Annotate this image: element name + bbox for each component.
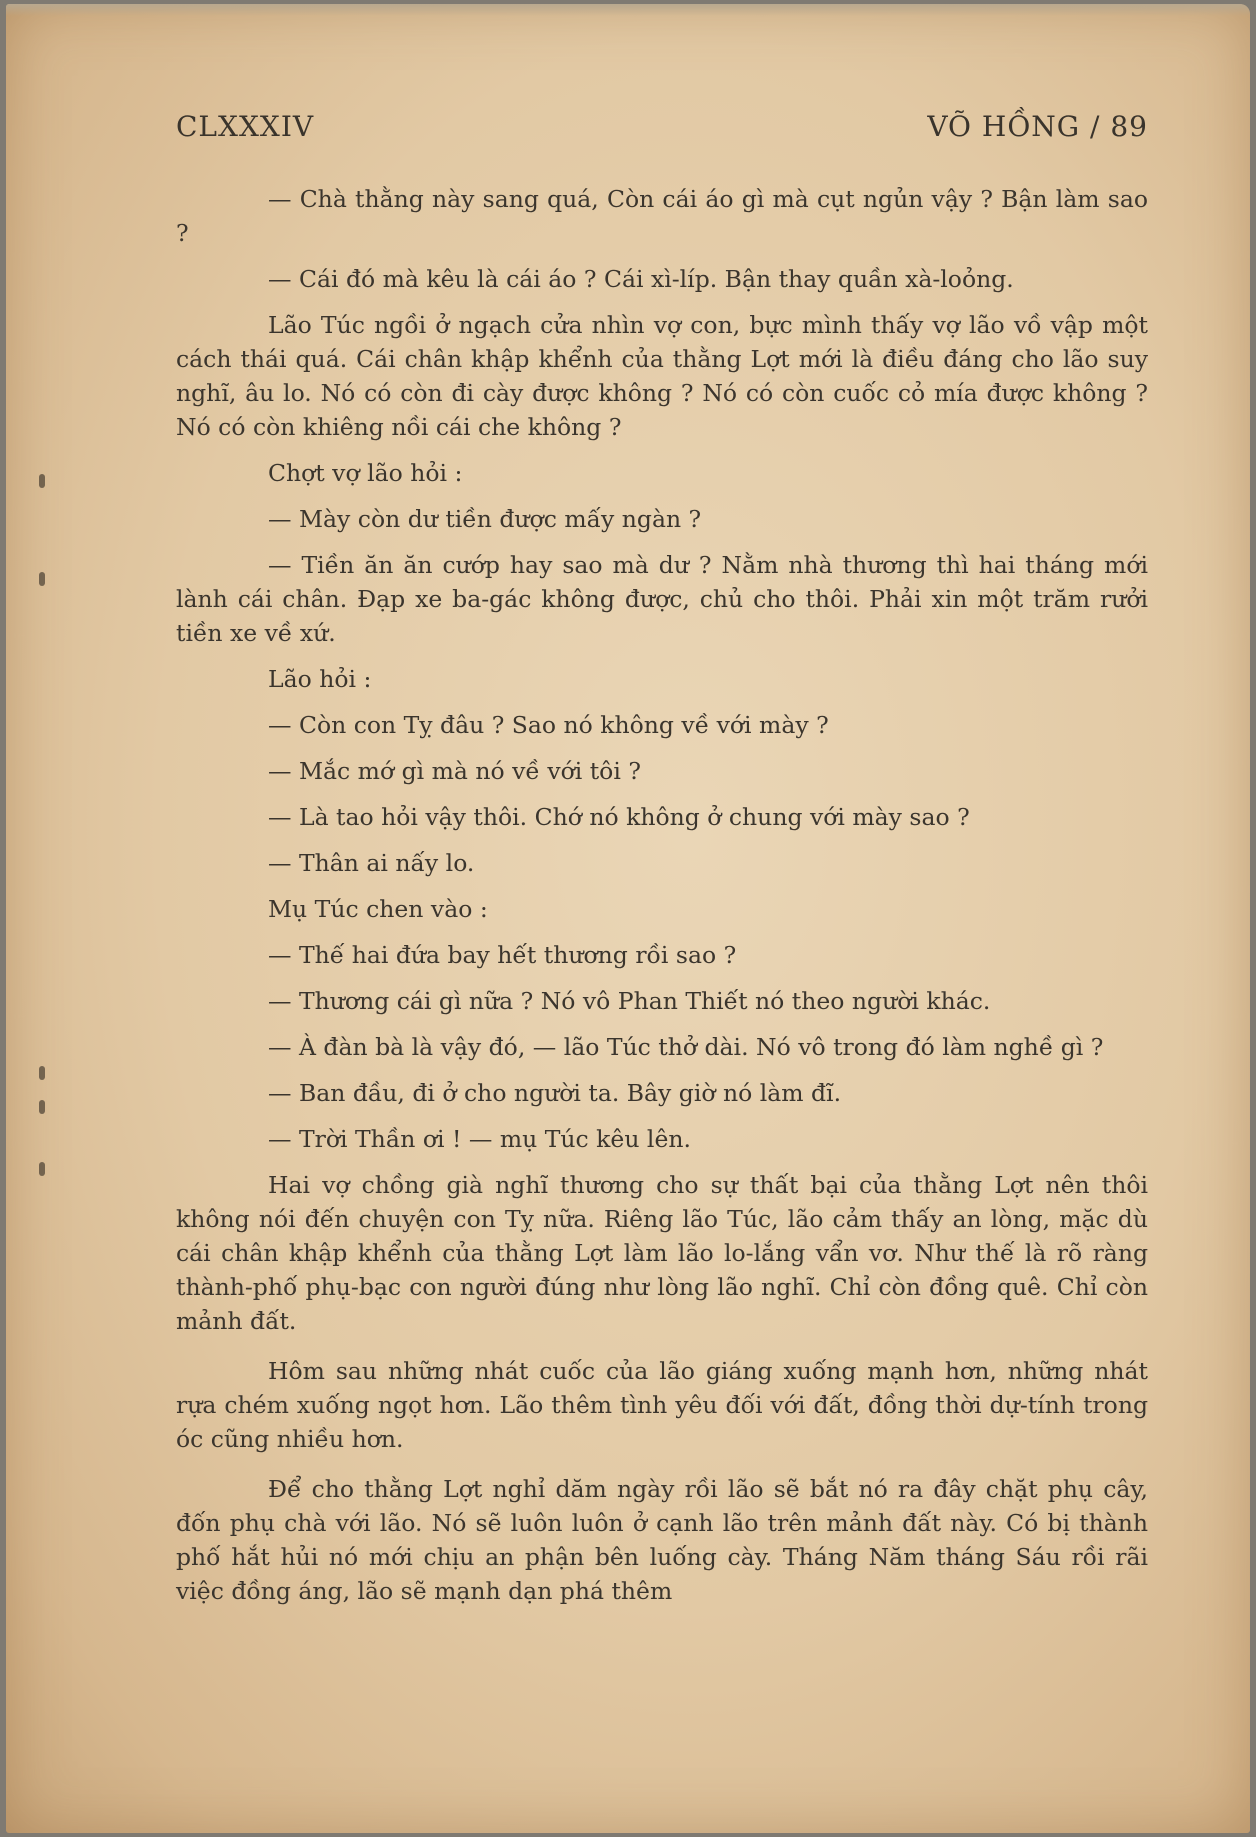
page-header — [176, 110, 1148, 150]
body-text — [176, 182, 1148, 1608]
paragraph: Lão hỏi : — [268, 665, 372, 693]
paragraph: Hôm sau những nhát cuốc của lão giáng xuống mạnh hơn, những nhát rựa chém xuống ngọt hơn. Lão thêm tình yêu đối với đất, đồng thời dự-tính trong óc cũng nhiều hơn. — [176, 1357, 1148, 1453]
paragraph: — Mày còn dư tiền được mấy ngàn ? — [268, 505, 702, 533]
paragraph: — Còn con Tỵ đâu ? Sao nó không về với mày ? — [268, 711, 829, 739]
running-title: VÕ HỒNG / 89 — [927, 110, 1148, 143]
page-stain-mark — [39, 572, 45, 586]
page-stain-mark — [39, 1162, 45, 1176]
paragraph: — Cái đó mà kêu là cái áo ? Cái xì-líp. Bận thay quần xà-loỏng. — [268, 265, 1014, 293]
paragraph: — Tiền ăn ăn cướp hay sao mà dư ? Nằm nhà thương thì hai tháng mới lành cái chân. Đạp xe ba-gác không được, chủ cho thôi. Phải xin một trăm rưởi tiền xe về xứ. — [176, 551, 1148, 647]
paragraph: — Mắc mớ gì mà nó về với tôi ? — [268, 757, 641, 785]
paragraph: — À đàn bà là vậy đó, — lão Túc thở dài. Nó vô trong đó làm nghề gì ? — [268, 1033, 1104, 1061]
paragraph: Hai vợ chồng già nghĩ thương cho sự thất bại của thằng Lợt nên thôi không nói đến chuyện con Tỵ nữa. Riêng lão Túc, lão cảm thấy an lòng, mặc dù cái chân khập khểnh của thằng Lợt làm lão lo-lắng vẩn vơ. Như thế là rõ ràng thành-phố phụ-bạc con người đúng như lòng lão nghĩ. Chỉ còn đồng quê. Chỉ còn mảnh đất. — [176, 1171, 1148, 1335]
paragraph: — Chà thằng này sang quá, Còn cái áo gì mà cụt ngủn vậy ? Bận làm sao ? — [176, 185, 1148, 247]
paragraph: Chợt vợ lão hỏi : — [268, 459, 463, 487]
page-stain-mark — [39, 474, 45, 488]
book-page — [6, 4, 1250, 1833]
paragraph: — Thương cái gì nữa ? Nó vô Phan Thiết nó theo người khác. — [268, 987, 991, 1015]
page-top-fold — [6, 4, 1250, 16]
page-stain-mark — [39, 1100, 45, 1114]
paragraph: — Thế hai đứa bay hết thương rồi sao ? — [268, 941, 737, 969]
paragraph: Để cho thằng Lợt nghỉ dăm ngày rồi lão sẽ bắt nó ra đây chặt phụ cây, đốn phụ chà với lão. Nó sẽ luôn luôn ở cạnh lão trên mảnh đất này. Có bị thành phố hắt hủi nó mới chịu an phận bên luống cày. Tháng Năm tháng Sáu rồi rãi việc đồng áng, lão sẽ mạnh dạn phá thêm — [176, 1475, 1148, 1605]
paragraph: Lão Túc ngồi ở ngạch cửa nhìn vợ con, bực mình thấy vợ lão vồ vập một cách thái quá. Cái chân khập khểnh của thằng Lợt mới là điều đáng cho lão suy nghĩ, âu lo. Nó có còn đi cày được không ? Nó có còn cuốc cỏ mía được không ? Nó có còn khiêng nồi cái che không ? — [176, 311, 1148, 441]
paragraph: — Là tao hỏi vậy thôi. Chớ nó không ở chung với mày sao ? — [268, 803, 970, 831]
paragraph: — Trời Thần ơi ! — mụ Túc kêu lên. — [268, 1125, 691, 1153]
chapter-number: CLXXXIV — [176, 110, 315, 143]
paragraph: — Thân ai nấy lo. — [268, 849, 475, 877]
paragraph: Mụ Túc chen vào : — [268, 895, 488, 923]
paragraph: — Ban đầu, đi ở cho người ta. Bây giờ nó làm đĩ. — [268, 1079, 842, 1107]
page-stain-mark — [39, 1066, 45, 1080]
